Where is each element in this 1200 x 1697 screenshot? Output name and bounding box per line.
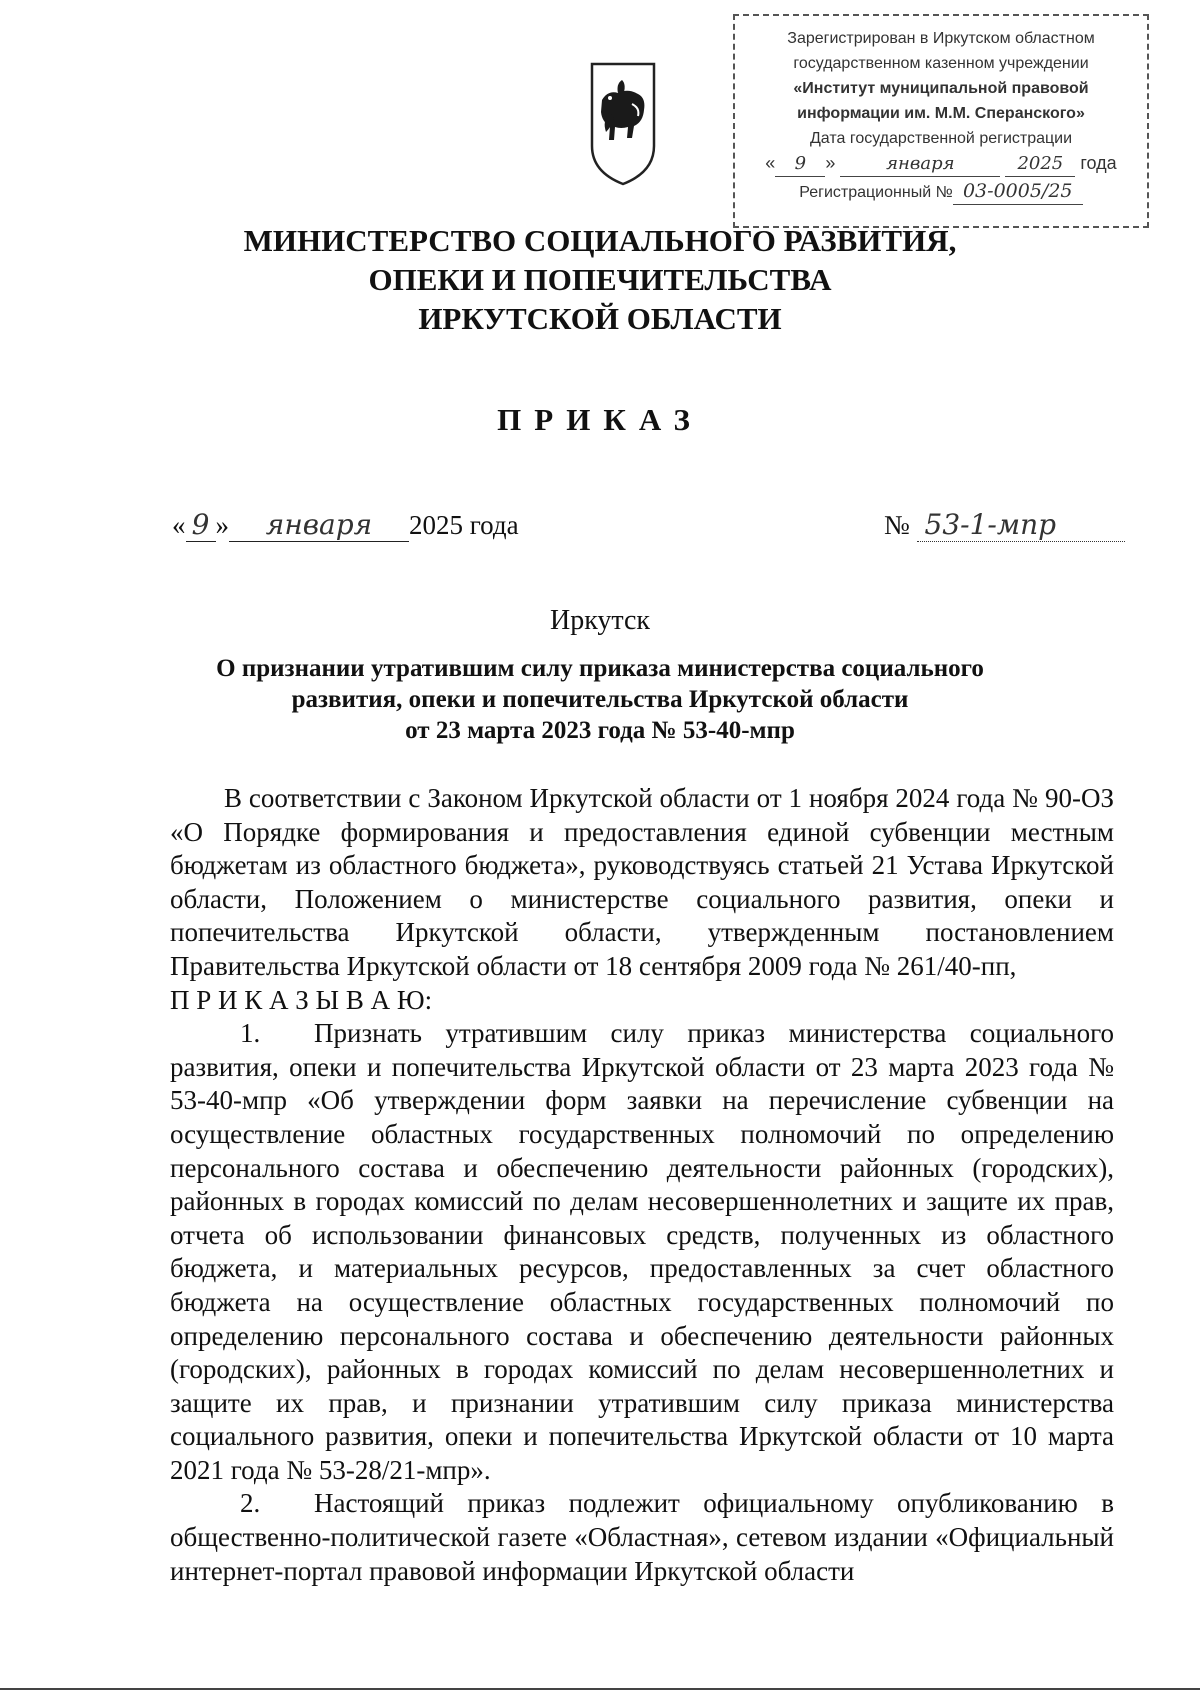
date-year: 2025 года	[409, 510, 519, 540]
stamp-reg-label: Регистрационный №	[799, 184, 953, 201]
stamp-date-suffix: года	[1080, 153, 1117, 173]
coat-of-arms-emblem	[588, 60, 658, 188]
date-day: 9	[186, 508, 216, 542]
order-item-text: Признать утратившим силу приказ министерства социального развития, опеки и попечительства Иркутской области от 23 марта 2023 года № 53-40-мпр «Об утверждении форм заявки на перечисление субвенции на осуществление областных государственных полномочий по определению персонального состава и обеспечению деятельности районных (городских), районных в городах комиссий по делам несовершеннолетних и защите их прав, отчета об использовании финансовых средств, полученных из областного бюджета, и материальных ресурсов, предоставленных за счет областного бюджета на осуществление областных государственных полномочий по определению персонального состава и обеспечению деятельности районных (городских), районных в городах комиссий по делам несовершеннолетних и защите их прав, и признании утратившим силу приказа министерства социального развития, опеки и попечительства Иркутской области от 10 марта 2021 года № 53-28/21-мпр».	[170, 1018, 1114, 1485]
page-bottom-edge	[0, 1688, 1200, 1690]
subject-line: О признании утратившим силу приказа министерства социального	[216, 655, 984, 682]
stamp-date-line	[735, 151, 1147, 177]
order-subject	[0, 653, 1200, 746]
date-close-quote: »	[215, 510, 229, 540]
order-number	[884, 508, 1125, 542]
order-word: П Р И К А З Ы В А Ю:	[170, 984, 433, 1015]
stamp-date-close: »	[825, 153, 836, 173]
order-item-text: Настоящий приказ подлежит официальному опубликованию в общественно-политической газете «Областная», сетевом издании «Официальный интернет-портал правовой информации Иркутской области	[170, 1488, 1114, 1586]
document-type-heading	[0, 402, 1200, 438]
stamp-date-year: 2025	[1005, 151, 1075, 177]
date-open-quote: «	[172, 510, 186, 540]
stamp-line: государственном казенном учреждении	[793, 55, 1089, 72]
stamp-date-open: «	[765, 153, 776, 173]
order-item-number: 2.	[240, 1488, 261, 1519]
stamp-line: «Институт муниципальной правовой	[793, 80, 1089, 97]
subject-line: от 23 марта 2023 года № 53-40-мпр	[405, 717, 795, 744]
city-name: Иркутск	[549, 605, 651, 636]
stamp-date-day: 9	[775, 151, 825, 177]
ministry-name-line: МИНИСТЕРСТВО СОЦИАЛЬНОГО РАЗВИТИЯ,	[243, 223, 957, 258]
ministry-name-line: ОПЕКИ И ПОПЕЧИТЕЛЬСТВА	[368, 262, 832, 297]
registration-stamp	[733, 14, 1149, 228]
ministry-name	[0, 221, 1200, 338]
order-item	[170, 1017, 1114, 1487]
stamp-line: Зарегистрирован в Иркутском областном	[787, 30, 1095, 47]
document-body	[170, 782, 1114, 1588]
stamp-date-month: января	[840, 151, 1000, 177]
subject-line: развития, опеки и попечительства Иркутской области	[291, 686, 909, 713]
stamp-reg-number: 03-0005/25	[953, 179, 1083, 205]
order-date	[172, 508, 519, 542]
date-month: января	[229, 508, 409, 542]
stamp-reg-line	[735, 179, 1147, 205]
stamp-line: Дата государственной регистрации	[809, 130, 1073, 147]
number-label: №	[884, 510, 910, 540]
number-value: 53-1-мпр	[917, 508, 1125, 542]
order-item	[170, 1487, 1114, 1588]
order-item-number: 1.	[240, 1018, 261, 1049]
preamble-paragraph: В соответствии с Законом Иркутской области от 1 ноября 2024 года № 90-ОЗ «О Порядке формирования и предоставления единой субвенции местным бюджетам из областного бюджета», руководствуясь статьей 21 Устава Иркутской области, Положением о министерстве социального развития, опеки и попечительства Иркутской области, утвержденным постановлением Правительства Иркутской области от 18 сентября 2009 года № 261/40-пп,	[170, 783, 1114, 981]
stamp-line: информации им. М.М. Сперанского»	[797, 105, 1085, 122]
ministry-name-line: ИРКУТСКОЙ ОБЛАСТИ	[418, 301, 782, 336]
document-type: ПРИКАЗ	[497, 402, 703, 437]
